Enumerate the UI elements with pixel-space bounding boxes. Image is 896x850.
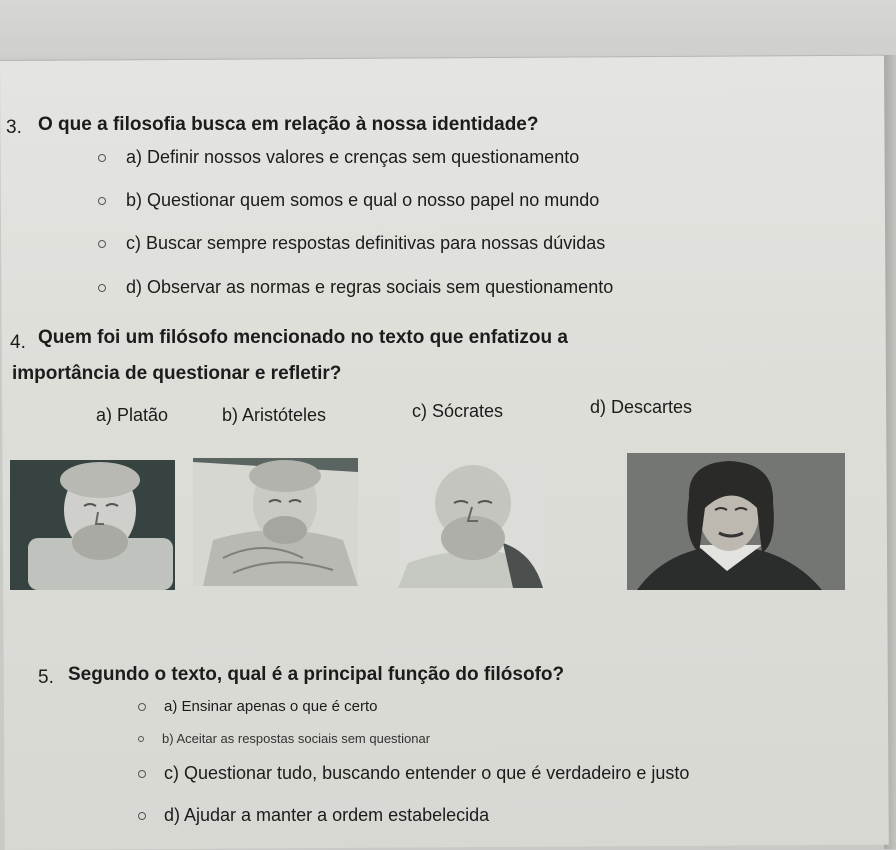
question-5-text: Segundo o texto, qual é a principal função do filósofo? [68,664,565,685]
question-5-number: 5. [38,667,54,688]
question-4-option-a[interactable]: a) Platão [96,405,169,425]
descartes-portrait-image [627,453,845,590]
option-label: a) Ensinar apenas o que é certo [164,698,378,715]
question-3-option-b[interactable] [98,190,599,211]
question-3-option-d[interactable] [98,277,613,298]
radio-icon[interactable] [98,154,106,162]
option-label: b) Aceitar as respostas sociais sem questionar [162,731,431,746]
question-5-option-a[interactable] [138,698,377,715]
option-label: c) Questionar tudo, buscando entender o que é verdadeiro e justo [164,763,690,783]
option-label: d) Ajudar a manter a ordem estabelecida [164,805,490,825]
question-3-number: 3. [6,117,22,138]
socrates-bust-image [398,463,543,588]
aristotle-bust-image [193,458,358,586]
question-4-option-c[interactable]: c) Sócrates [412,401,504,421]
radio-icon[interactable] [98,284,106,292]
option-label: a) Definir nossos valores e crenças sem questionamento [126,147,580,167]
radio-icon[interactable] [138,736,144,742]
question-4-option-b[interactable]: b) Aristóteles [222,405,327,425]
option-label: b) Questionar quem somos e qual o nosso papel no mundo [126,190,600,210]
question-3-option-a[interactable] [98,147,579,168]
radio-icon[interactable] [138,812,146,820]
option-label: d) Observar as normas e regras sociais sem questionamento [126,277,614,297]
question-4-text-line-2: importância de questionar e refletir? [12,363,342,384]
radio-icon[interactable] [98,197,106,205]
question-5-option-c[interactable] [138,763,689,784]
plato-bust-image [10,460,175,590]
question-4-text-line-1: Quem foi um filósofo mencionado no texto que enfatizou a [38,327,568,348]
question-5-option-d[interactable] [138,805,489,826]
question-3-option-c[interactable] [98,233,605,254]
question-4-option-d[interactable]: d) Descartes [590,397,693,417]
option-label: c) Buscar sempre respostas definitivas para nossas dúvidas [126,233,606,253]
question-4-number: 4. [10,332,26,353]
question-5-option-b[interactable] [138,731,430,746]
radio-icon[interactable] [138,770,146,778]
radio-icon[interactable] [138,703,146,711]
radio-icon[interactable] [98,240,106,248]
question-3-text: O que a filosofia busca em relação à nossa identidade? [38,114,539,135]
